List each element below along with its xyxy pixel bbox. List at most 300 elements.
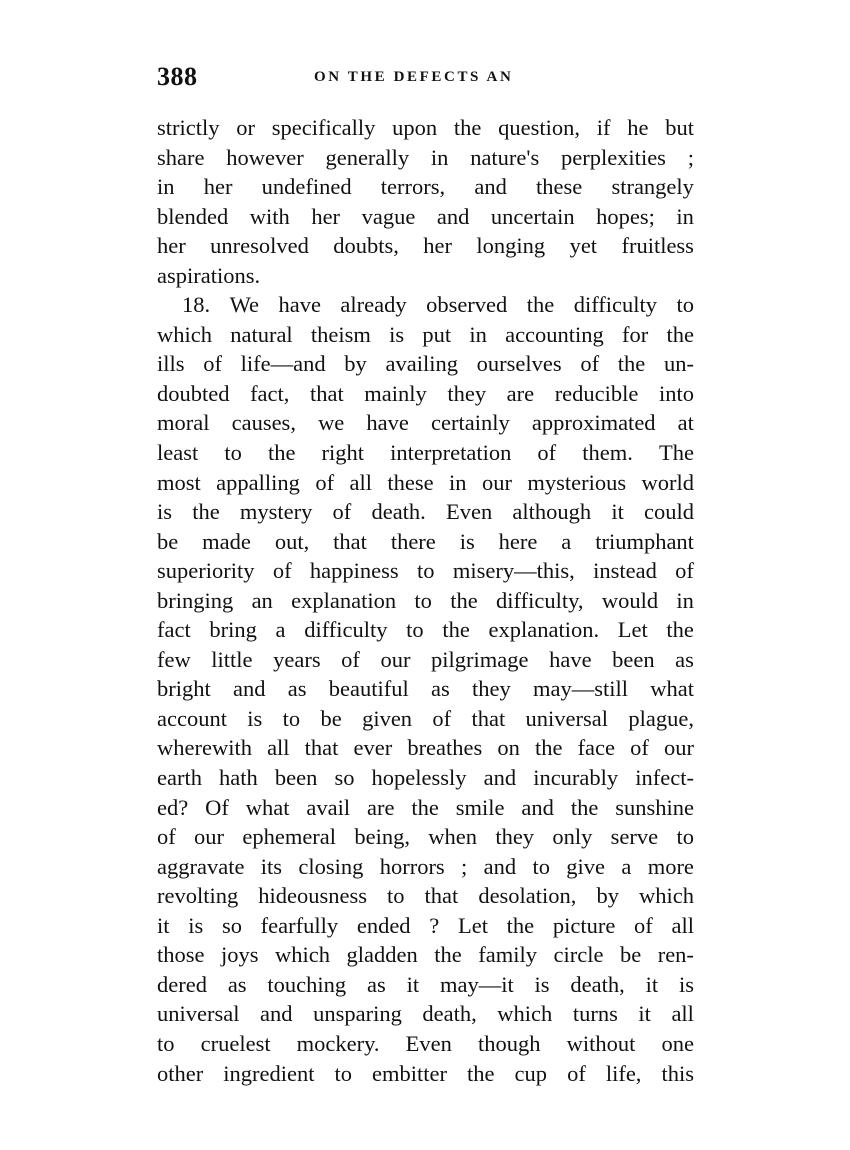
word: fact, [250, 380, 290, 406]
word: fearfully [260, 912, 339, 938]
word: turns [572, 1001, 618, 1027]
text-line [157, 527, 694, 557]
word: interpretation [390, 440, 512, 466]
word: pilgrimage [431, 646, 529, 672]
word: yet [569, 233, 598, 259]
word: so [334, 765, 355, 791]
word: years [273, 646, 321, 672]
word: of [157, 824, 176, 850]
word: is [389, 321, 405, 347]
word: have [366, 410, 409, 436]
text-line [157, 438, 694, 468]
word: which [497, 1001, 553, 1027]
word: more [647, 853, 694, 879]
word: world [641, 469, 694, 495]
word: joys [221, 942, 259, 968]
word: earth [157, 765, 202, 791]
word: bright [157, 676, 211, 702]
word: few [157, 646, 191, 672]
word: unsparing [313, 1001, 402, 1027]
word: bring [209, 617, 257, 643]
word: in [469, 321, 487, 347]
word: of [315, 469, 335, 495]
word: revolting [157, 883, 239, 909]
word: her [203, 174, 233, 200]
word: ourselves [476, 351, 562, 377]
word: here [498, 528, 538, 554]
word: explanation. [488, 617, 600, 643]
text-line [157, 261, 694, 291]
word: it [406, 971, 420, 997]
word: Of [205, 794, 229, 820]
word: unresolved [210, 233, 309, 259]
word: ingredient [223, 1060, 315, 1086]
word: an [251, 587, 273, 613]
word: triumphant [595, 528, 694, 554]
word: in [157, 174, 175, 200]
word: to [532, 853, 550, 879]
word: that [304, 735, 339, 761]
word: to [387, 883, 405, 909]
word: vague [361, 203, 416, 229]
word: are [367, 794, 395, 820]
word: un- [663, 351, 694, 377]
word: that [333, 528, 367, 554]
text-line [157, 1029, 694, 1059]
word: fruitless [621, 233, 694, 259]
word: ed? [157, 794, 189, 820]
text-line [157, 349, 694, 379]
text-line [157, 999, 694, 1029]
word: The [658, 440, 694, 466]
word: which [275, 942, 331, 968]
word: difficulty [573, 292, 658, 318]
word: which [638, 883, 694, 909]
word: the [617, 351, 646, 377]
word: in [449, 469, 467, 495]
text-line [157, 852, 694, 882]
word: availing [385, 351, 458, 377]
word: the [534, 735, 563, 761]
word: mockery. [296, 1030, 380, 1056]
text-line [157, 674, 694, 704]
word: to [157, 1030, 175, 1056]
word: ills [157, 351, 185, 377]
word: the [442, 617, 470, 643]
word: give [566, 853, 606, 879]
word: Even [405, 1030, 452, 1056]
word: the [666, 617, 694, 643]
word: with [249, 203, 290, 229]
word: strangely [611, 174, 694, 200]
word: this [661, 1060, 694, 1086]
word: ; [687, 144, 694, 170]
word: a [621, 853, 632, 879]
word: of [580, 351, 600, 377]
word: blended [157, 203, 229, 229]
word: of [675, 558, 694, 584]
text-line [157, 379, 694, 409]
word: by [596, 883, 619, 909]
word: picture [552, 912, 616, 938]
word: beautiful [328, 676, 409, 702]
text-line [157, 733, 694, 763]
word: and [483, 853, 517, 879]
word: there [390, 528, 436, 554]
text-line [157, 645, 694, 675]
word: of [432, 705, 452, 731]
word: that [424, 883, 459, 909]
word: embitter [372, 1060, 448, 1086]
word: plague, [628, 705, 694, 731]
word: the [506, 912, 535, 938]
word: universal [157, 1001, 240, 1027]
word: aspirations. [157, 262, 261, 288]
word: of [272, 558, 292, 584]
word: to [676, 292, 694, 318]
text-line [157, 113, 694, 143]
text-line [157, 970, 694, 1000]
text-line [157, 408, 694, 438]
word: have [278, 292, 321, 318]
word: them. [582, 440, 633, 466]
text-line [157, 143, 694, 173]
word: mysterious [527, 469, 627, 495]
word: serve [610, 824, 659, 850]
text-line [157, 822, 694, 852]
word: happiness [309, 558, 399, 584]
word: causes, [231, 410, 296, 436]
word: doubts, [333, 233, 399, 259]
word: its [260, 853, 283, 879]
word: circle [553, 942, 604, 968]
word: generally [325, 144, 410, 170]
word: hath [219, 765, 258, 791]
text-line [157, 704, 694, 734]
page-header [157, 62, 717, 92]
word: the [467, 1060, 495, 1086]
word: may—still [532, 676, 628, 702]
word: as [675, 646, 694, 672]
word: approximated [531, 410, 656, 436]
word: to [282, 705, 301, 731]
word: it [638, 1001, 651, 1027]
word: wherewith [157, 735, 252, 761]
word: our [481, 469, 512, 495]
word: death, [422, 1001, 477, 1027]
word: and [260, 1001, 293, 1027]
text-line [157, 320, 694, 350]
word: the [192, 499, 220, 525]
word: the [411, 794, 439, 820]
text-line [157, 911, 694, 941]
word: our [380, 646, 411, 672]
word: would [601, 587, 659, 613]
word: these [387, 469, 434, 495]
word: death, [570, 971, 625, 997]
word: though [477, 1030, 541, 1056]
word: the [434, 942, 462, 968]
word: her [311, 203, 341, 229]
word: although [512, 499, 592, 525]
word: out, [274, 528, 310, 554]
word: strictly [157, 115, 220, 140]
word: observed [426, 292, 508, 318]
word: her [157, 233, 186, 259]
text-line [157, 202, 694, 232]
word: ephemeral [242, 824, 337, 850]
word: our [194, 824, 225, 850]
page-number: 388 [157, 62, 198, 91]
word: it [645, 971, 659, 997]
word: incurably [533, 765, 619, 791]
word: difficulty [304, 617, 388, 643]
text-line [157, 615, 694, 645]
body-text [157, 113, 694, 1088]
word: our [663, 735, 694, 761]
word: terrors, [380, 174, 446, 200]
text-line [157, 468, 694, 498]
word: family [478, 942, 537, 968]
word: is [534, 971, 550, 997]
word: perplexities [560, 144, 666, 170]
word: most [157, 469, 201, 495]
word: life, [605, 1060, 642, 1086]
word: in [676, 587, 694, 613]
word: they [447, 380, 487, 406]
word: and [474, 174, 507, 200]
word: ; [461, 853, 468, 879]
word: given [362, 705, 413, 731]
word: of [567, 1060, 586, 1086]
word: we [318, 410, 345, 436]
word: Let [617, 617, 648, 643]
word: cup [514, 1060, 548, 1086]
word: without [566, 1030, 636, 1056]
word: touching [267, 971, 347, 997]
word: right [321, 440, 365, 466]
word: is [157, 499, 173, 525]
word: to [414, 587, 432, 613]
word: question, [498, 115, 580, 140]
word: the [666, 321, 694, 347]
word: hideousness [258, 883, 367, 909]
text-line [157, 881, 694, 911]
word: for [622, 321, 649, 347]
word: may—it [439, 971, 514, 997]
word: to [406, 617, 424, 643]
word: difficulty, [496, 587, 584, 613]
word: those [157, 942, 205, 968]
text-line [157, 497, 694, 527]
text-line [157, 586, 694, 616]
word: certainly [431, 410, 510, 436]
word: of [203, 351, 222, 377]
word: into [658, 380, 694, 406]
word: the [267, 440, 296, 466]
word: one [661, 1030, 694, 1056]
word: as [287, 676, 307, 702]
word: is [247, 705, 263, 731]
word: the [526, 292, 555, 318]
word: and [521, 794, 554, 820]
word: be [619, 942, 642, 968]
word: bringing [157, 587, 234, 613]
word: share [157, 144, 205, 170]
word: We [229, 292, 259, 318]
word: ren- [657, 942, 694, 968]
word: nature's [470, 144, 540, 170]
word: life—and [240, 351, 326, 377]
word: instead [593, 558, 657, 584]
text-line [157, 940, 694, 970]
word: fact [157, 617, 191, 643]
word: are [506, 380, 535, 406]
text-line [157, 763, 694, 793]
word: mystery [239, 499, 313, 525]
word: being, [354, 824, 410, 850]
word: they [495, 824, 535, 850]
word: breathes [407, 735, 483, 761]
word: be [320, 705, 342, 731]
word: universal [525, 705, 609, 731]
word: death. [371, 499, 426, 525]
word: of [634, 912, 653, 938]
word: account [157, 705, 227, 731]
word: that [309, 380, 344, 406]
word: have [549, 646, 592, 672]
word: a [275, 617, 286, 643]
word: could [644, 499, 694, 525]
word: all [349, 469, 372, 495]
word: of [630, 735, 649, 761]
word: natural [230, 321, 293, 347]
word: sunshine [615, 794, 694, 820]
word: undefined [261, 174, 352, 200]
word: he [627, 115, 649, 140]
word: be [157, 528, 179, 554]
word: but [665, 115, 694, 140]
word: it [611, 499, 624, 525]
word: what [650, 676, 694, 702]
word: is [459, 528, 475, 554]
word: ended [356, 912, 411, 938]
word: mainly [364, 380, 427, 406]
word: gladden [346, 942, 418, 968]
word: avail [306, 794, 351, 820]
word: a [561, 528, 572, 554]
word: of [341, 646, 360, 672]
word: in [430, 144, 449, 170]
word: to [224, 440, 242, 466]
word: and [483, 765, 517, 791]
word: all [671, 1001, 694, 1027]
running-head: ON THE DEFECTS AN [314, 69, 514, 85]
word: is [188, 912, 204, 938]
word: superiority [157, 558, 255, 584]
word: accounting [505, 321, 604, 347]
word: cruelest [200, 1030, 271, 1056]
text-line [157, 231, 694, 261]
word: so [221, 912, 242, 938]
word: all [267, 735, 290, 761]
word: at [677, 410, 694, 436]
word: Even [445, 499, 493, 525]
word: only [552, 824, 593, 850]
word: dered [157, 971, 207, 997]
word: is [678, 971, 694, 997]
word: to [676, 824, 694, 850]
word: as [227, 971, 247, 997]
word: ? [429, 912, 440, 938]
word: reducible [554, 380, 639, 406]
word: hopes; [596, 203, 655, 229]
word: little [211, 646, 253, 672]
word: desolation, [478, 883, 577, 909]
word: of [537, 440, 557, 466]
word: infect- [635, 765, 694, 791]
text-line [157, 556, 694, 586]
word: they [471, 676, 511, 702]
word: other [157, 1060, 204, 1086]
word: when [428, 824, 478, 850]
word: been [274, 765, 318, 791]
word: explanation [291, 587, 397, 613]
word: her [423, 233, 453, 259]
word: it [157, 912, 170, 938]
word: as [367, 971, 386, 997]
word: or [236, 115, 255, 140]
word: ever [353, 735, 393, 761]
word: as [430, 676, 450, 702]
word: specifically [271, 115, 376, 140]
word: made [202, 528, 251, 554]
word: doubted [157, 380, 230, 406]
word: horrors [379, 853, 445, 879]
word: to [417, 558, 435, 584]
word: Let [457, 912, 488, 938]
word: face [577, 735, 616, 761]
word: the [453, 115, 482, 140]
word: by [344, 351, 367, 377]
word: these [536, 174, 583, 200]
word: the [450, 587, 478, 613]
word: that [471, 705, 506, 731]
word: and [436, 203, 470, 229]
word: been [612, 646, 655, 672]
word: put [422, 321, 452, 347]
word: all [671, 912, 694, 938]
word: theism [310, 321, 371, 347]
word: upon [392, 115, 438, 140]
word: closing [298, 853, 364, 879]
word: hopelessly [371, 765, 467, 791]
word: misery—this, [452, 558, 575, 584]
word: of [332, 499, 352, 525]
word: in [676, 203, 694, 229]
word: uncertain [490, 203, 575, 229]
word: which [157, 321, 212, 347]
word: least [157, 440, 199, 466]
word: and [233, 676, 266, 702]
text-line [157, 290, 694, 320]
word: however [226, 144, 304, 170]
text-line [157, 1059, 694, 1089]
word: if [596, 115, 611, 140]
word: smile [455, 794, 505, 820]
text-line [157, 172, 694, 202]
text-line [157, 793, 694, 823]
